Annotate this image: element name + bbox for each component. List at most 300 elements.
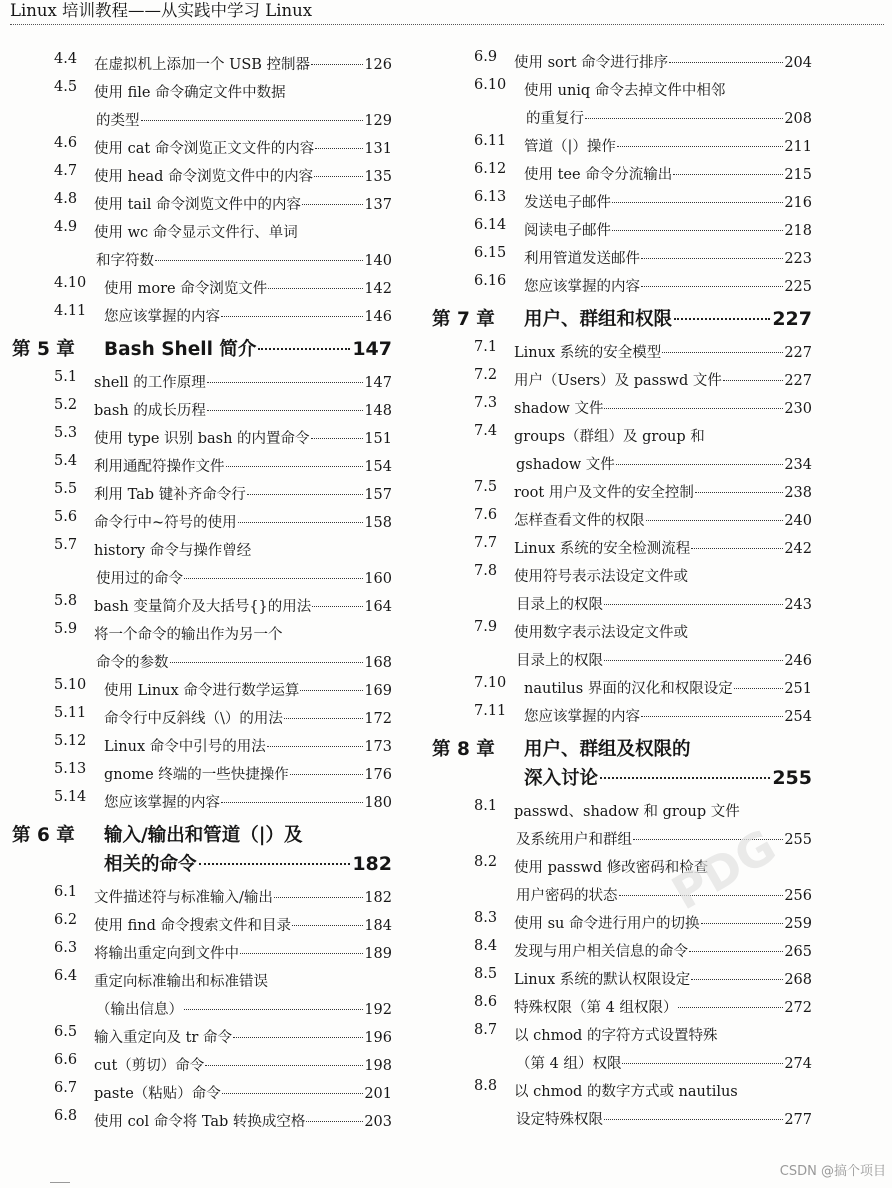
entry-title: 使用 wc 命令显示文件行、单词: [94, 225, 298, 241]
section-number: 6.6: [54, 1052, 78, 1068]
section-number: 6.13: [474, 189, 507, 205]
leader-dots: [267, 746, 364, 747]
page-number: 184: [364, 918, 392, 934]
leader-dots: [617, 146, 783, 147]
chapter-number: 第 8 章: [432, 739, 495, 760]
toc-entry: [432, 994, 812, 1022]
section-number: 6.11: [474, 133, 507, 149]
page-number: 243: [784, 597, 812, 613]
chapter-title: 相关的命令: [104, 854, 197, 875]
leader-dots: [274, 897, 363, 898]
entry-title: 用户（Users）及 passwd 文件: [514, 373, 722, 389]
footer-mark: [50, 1182, 70, 1186]
entry-title: 重定向标准输出和标准错误: [94, 974, 268, 990]
toc-entry: [432, 49, 812, 77]
page-number: 189: [364, 946, 392, 962]
toc-entry: [12, 733, 392, 761]
entry-title: 命令行中~符号的使用: [94, 515, 237, 531]
page-number: 131: [364, 141, 392, 157]
entry-title: 发送电子邮件: [524, 195, 611, 211]
toc-column-left: [12, 51, 392, 1136]
entry-title: 使用 su 命令进行用户的切换: [514, 916, 700, 932]
page-number: 274: [784, 1056, 812, 1072]
entry-title: 管道（|）操作: [524, 139, 616, 155]
page-number: 223: [784, 251, 812, 267]
section-number: 8.6: [474, 994, 498, 1010]
toc-entry: [12, 789, 392, 817]
page-number: 259: [784, 916, 812, 932]
leader-dots: [633, 839, 783, 840]
toc-entry: [12, 275, 392, 303]
section-number: 7.1: [474, 339, 498, 355]
page-number: 218: [784, 223, 812, 239]
toc-entry: [12, 677, 392, 705]
section-number: 4.11: [54, 303, 87, 319]
entry-title: 及系统用户和群组: [516, 832, 632, 848]
section-number: 5.11: [54, 705, 87, 721]
entry-title: 文件描述符与标准输入/输出: [94, 890, 273, 906]
page-number: 151: [364, 431, 392, 447]
page-number: 230: [784, 401, 812, 417]
toc-entry: [432, 479, 812, 507]
leader-dots: [207, 382, 364, 383]
leader-dots: [284, 718, 363, 719]
entry-title: 使用 col 命令将 Tab 转换成空格: [94, 1114, 306, 1130]
toc-entry: [432, 703, 812, 731]
leader-dots: [604, 660, 783, 661]
leader-dots: [616, 464, 784, 465]
leader-dots: [205, 1065, 363, 1066]
section-number: 8.7: [474, 1022, 498, 1038]
leader-dots: [641, 258, 783, 259]
section-number: 7.4: [474, 423, 498, 439]
entry-title: 输入重定向及 tr 命令: [94, 1030, 232, 1046]
page-number: 169: [364, 683, 392, 699]
chapter-title: 用户、群组及权限的: [524, 739, 691, 760]
section-number: 5.12: [54, 733, 87, 749]
toc-entry: [12, 705, 392, 733]
entry-title: 利用管道发送邮件: [524, 251, 640, 267]
leader-dots: [300, 690, 363, 691]
entry-title: 使用过的命令: [96, 571, 183, 587]
leader-dots: [669, 62, 783, 63]
leader-dots: [622, 1063, 783, 1064]
entry-title: shell 的工作原理: [94, 375, 206, 391]
section-number: 5.13: [54, 761, 87, 777]
leader-dots: [619, 895, 784, 896]
toc-entry: [432, 273, 812, 301]
entry-title: 在虚拟机上添加一个 USB 控制器: [94, 57, 311, 73]
page-number: 254: [784, 709, 812, 725]
toc-entry: [432, 535, 812, 563]
page-number: 216: [784, 195, 812, 211]
leader-dots: [311, 64, 363, 65]
section-number: 5.5: [54, 481, 78, 497]
page-number: 255: [784, 832, 812, 848]
toc-entry: [12, 1080, 392, 1108]
leader-dots: [312, 606, 363, 607]
toc-entry: [12, 912, 392, 940]
page-number: 203: [364, 1114, 392, 1130]
toc-entry: [432, 675, 812, 703]
page-number: 148: [364, 403, 392, 419]
page-number: 129: [364, 113, 392, 129]
entry-title: 您应该掌握的内容: [524, 279, 640, 295]
toc-chapter: [432, 305, 812, 334]
leader-dots: [184, 578, 363, 579]
entry-title: 怎样查看文件的权限: [514, 513, 645, 529]
toc-entry: [12, 940, 392, 968]
section-number: 6.3: [54, 940, 78, 956]
section-number: 5.3: [54, 425, 78, 441]
toc-entry: [12, 968, 392, 1024]
toc-entry: [12, 303, 392, 331]
leader-dots: [306, 1121, 363, 1122]
section-number: 8.4: [474, 938, 498, 954]
chapter-title: 用户、群组和权限: [524, 309, 673, 330]
entry-title: gnome 终端的一些快捷操作: [104, 767, 289, 783]
entry-title: 使用 uniq 命令去掉文件中相邻: [524, 83, 726, 99]
toc-entry: [432, 423, 812, 479]
entry-title: 使用 Linux 命令进行数学运算: [104, 683, 300, 699]
toc-entry: [12, 163, 392, 191]
entry-title: 命令的参数: [96, 655, 169, 671]
page-number: 173: [364, 739, 392, 755]
toc-chapter: [12, 335, 392, 364]
section-number: 7.11: [474, 703, 507, 719]
entry-title: gshadow 文件: [516, 457, 615, 473]
leader-dots: [290, 774, 364, 775]
leader-dots: [155, 260, 363, 261]
toc-entry: [12, 761, 392, 789]
section-number: 4.7: [54, 163, 78, 179]
section-number: 5.7: [54, 537, 78, 553]
leader-dots: [221, 316, 363, 317]
entry-title: Linux 系统的安全模型: [514, 345, 662, 361]
page-number: 137: [364, 197, 392, 213]
leader-dots: [247, 494, 364, 495]
section-number: 7.6: [474, 507, 498, 523]
entry-title: 使用 head 命令浏览文件中的内容: [94, 169, 314, 185]
toc-entry: [12, 593, 392, 621]
leader-dots: [226, 466, 364, 467]
section-number: 6.15: [474, 245, 507, 261]
page-number: 227: [772, 308, 812, 330]
page-number: 255: [772, 767, 812, 789]
page-number: 256: [784, 888, 812, 904]
leader-dots: [695, 492, 783, 493]
toc-entry: [432, 367, 812, 395]
toc-entry: [432, 1022, 812, 1078]
section-number: 4.6: [54, 135, 78, 151]
toc-entry: [12, 509, 392, 537]
page-number: 192: [364, 1002, 392, 1018]
leader-dots: [674, 318, 770, 320]
leader-dots: [723, 380, 783, 381]
leader-dots: [302, 204, 363, 205]
page-number: 168: [364, 655, 392, 671]
leader-dots: [240, 953, 363, 954]
section-number: 8.8: [474, 1078, 498, 1094]
section-number: 5.8: [54, 593, 78, 609]
section-number: 6.4: [54, 968, 78, 984]
entry-title: nautilus 界面的汉化和权限设定: [524, 681, 733, 697]
section-number: 4.5: [54, 79, 78, 95]
leader-dots: [314, 176, 363, 177]
chapter-title: 深入讨论: [524, 768, 599, 789]
source-watermark: CSDN @搞个项目: [779, 1164, 886, 1179]
page-number: 240: [784, 513, 812, 529]
section-number: 8.3: [474, 910, 498, 926]
entry-title: 使用 tail 命令浏览文件中的内容: [94, 197, 301, 213]
leader-dots: [641, 716, 783, 717]
page-number: 251: [784, 681, 812, 697]
toc-entry: [432, 189, 812, 217]
section-number: 6.10: [474, 77, 507, 93]
page-number: 176: [364, 767, 392, 783]
toc-entry: [432, 854, 812, 910]
section-number: 6.2: [54, 912, 78, 928]
page-header: Linux 培训教程——从实践中学习 Linux: [10, 0, 884, 25]
leader-dots: [199, 863, 351, 865]
toc-entry: [432, 217, 812, 245]
leader-dots: [233, 1037, 363, 1038]
toc-entry: [12, 219, 392, 275]
section-number: 6.8: [54, 1108, 78, 1124]
page-number: 265: [784, 944, 812, 960]
toc-entry: [12, 369, 392, 397]
entry-title: 使用 sort 命令进行排序: [514, 55, 669, 71]
entry-title: cut（剪切）命令: [94, 1058, 205, 1074]
entry-title: root 用户及文件的安全控制: [514, 485, 694, 501]
page-number: 147: [364, 375, 392, 391]
section-number: 6.12: [474, 161, 507, 177]
entry-title: Linux 系统的安全检测流程: [514, 541, 691, 557]
leader-dots: [691, 979, 783, 980]
entry-title: 使用 passwd 修改密码和检查: [514, 860, 709, 876]
leader-dots: [222, 1093, 364, 1094]
entry-title: 目录上的权限: [516, 653, 603, 669]
toc-entry: [12, 1108, 392, 1136]
section-number: 6.14: [474, 217, 507, 233]
leader-dots: [170, 662, 364, 663]
entry-title: 您应该掌握的内容: [104, 309, 220, 325]
leader-dots: [678, 1007, 783, 1008]
page-number: 272: [784, 1000, 812, 1016]
entry-title: 利用通配符操作文件: [94, 459, 225, 475]
toc-entry: [12, 51, 392, 79]
section-number: 6.7: [54, 1080, 78, 1096]
page-number: 158: [364, 515, 392, 531]
leader-dots: [612, 202, 783, 203]
page-number: 180: [364, 795, 392, 811]
section-number: 5.4: [54, 453, 78, 469]
toc-entry: [12, 1052, 392, 1080]
toc-entry: [12, 135, 392, 163]
leader-dots: [612, 230, 783, 231]
entry-title: 阅读电子邮件: [524, 223, 611, 239]
toc-entry: [12, 1024, 392, 1052]
entry-title: shadow 文件: [514, 401, 604, 417]
leader-dots: [258, 348, 350, 350]
entry-title: 发现与用户相关信息的命令: [514, 944, 688, 960]
section-number: 4.4: [54, 51, 78, 67]
leader-dots: [600, 777, 770, 779]
entry-title: 将一个命令的输出作为另一个: [94, 627, 283, 643]
toc-entry: [432, 563, 812, 619]
leader-dots: [315, 148, 363, 149]
entry-title: 使用 cat 命令浏览正文文件的内容: [94, 141, 315, 157]
chapter-number: 第 6 章: [12, 825, 75, 846]
entry-title: 用户密码的状态: [516, 888, 618, 904]
page-number: 204: [784, 55, 812, 71]
entry-title: 使用 tee 命令分流输出: [524, 167, 673, 183]
toc-entry: [432, 395, 812, 423]
toc-entry: [12, 537, 392, 593]
toc-entry: [12, 453, 392, 481]
entry-title: 利用 Tab 键补齐命令行: [94, 487, 246, 503]
entry-title: 使用符号表示法设定文件或: [514, 569, 688, 585]
page-number: 215: [784, 167, 812, 183]
leader-dots: [673, 174, 783, 175]
leader-dots: [701, 923, 784, 924]
entry-title: groups（群组）及 group 和: [514, 429, 705, 445]
page-number: 146: [364, 309, 392, 325]
page-number: 201: [364, 1086, 392, 1102]
page-number: 142: [364, 281, 392, 297]
leader-dots: [646, 520, 784, 521]
page-number: 196: [364, 1030, 392, 1046]
entry-title: bash 的成长历程: [94, 403, 206, 419]
toc-entry: [432, 77, 812, 133]
leader-dots: [207, 410, 363, 411]
chapter-title: Bash Shell 简介: [104, 339, 257, 360]
section-number: 7.10: [474, 675, 507, 691]
page-number: 147: [352, 338, 392, 360]
toc-entry: [432, 245, 812, 273]
entry-title: （输出信息）: [96, 1002, 183, 1018]
entry-title: 和字符数: [96, 253, 154, 269]
entry-title: 使用 find 命令搜索文件和目录: [94, 918, 292, 934]
toc-entry: [432, 798, 812, 854]
section-number: 8.2: [474, 854, 498, 870]
section-number: 7.2: [474, 367, 498, 383]
toc-chapter: [432, 735, 812, 793]
toc-entry: [432, 938, 812, 966]
chapter-number: 第 5 章: [12, 339, 75, 360]
section-number: 5.2: [54, 397, 78, 413]
entry-title: 您应该掌握的内容: [524, 709, 640, 725]
pdg-watermark: PDG: [662, 818, 785, 921]
page-number: 135: [364, 169, 392, 185]
leader-dots: [604, 408, 783, 409]
chapter-title: 输入/输出和管道（|）及: [104, 825, 303, 846]
page-number: 225: [784, 279, 812, 295]
section-number: 7.7: [474, 535, 498, 551]
entry-title: passwd、shadow 和 group 文件: [514, 804, 740, 820]
leader-dots: [641, 286, 783, 287]
entry-title: 的重复行: [526, 111, 584, 127]
section-number: 4.9: [54, 219, 78, 235]
toc-entry: [432, 339, 812, 367]
leader-dots: [184, 1009, 363, 1010]
section-number: 5.10: [54, 677, 87, 693]
section-number: 6.9: [474, 49, 498, 65]
section-number: 7.9: [474, 619, 498, 635]
entry-title: 目录上的权限: [516, 597, 603, 613]
toc-entry: [432, 133, 812, 161]
page-number: 211: [784, 139, 812, 155]
entry-title: 特殊权限（第 4 组权限）: [514, 1000, 678, 1016]
entry-title: 命令行中反斜线（\）的用法: [104, 711, 283, 727]
section-number: 6.1: [54, 884, 78, 900]
toc-entry: [12, 481, 392, 509]
toc-entry: [432, 161, 812, 189]
entry-title: 以 chmod 的字符方式设置特殊: [514, 1028, 718, 1044]
leader-dots: [221, 802, 363, 803]
section-number: 7.5: [474, 479, 498, 495]
entry-title: 使用 more 命令浏览文件: [104, 281, 268, 297]
toc-entry: [432, 619, 812, 675]
leader-dots: [238, 522, 364, 523]
entry-title: 设定特殊权限: [516, 1112, 603, 1128]
toc-column-right: [432, 51, 812, 1134]
toc-entry: [12, 621, 392, 677]
entry-title: 您应该掌握的内容: [104, 795, 220, 811]
section-number: 5.1: [54, 369, 78, 385]
page-number: 182: [364, 890, 392, 906]
entry-title: history 命令与操作曾经: [94, 543, 252, 559]
section-number: 6.5: [54, 1024, 78, 1040]
page-number: 208: [784, 111, 812, 127]
page-number: 164: [364, 599, 392, 615]
leader-dots: [604, 1119, 783, 1120]
toc-entry: [432, 507, 812, 535]
entry-title: （第 4 组）权限: [516, 1056, 622, 1072]
leader-dots: [691, 548, 783, 549]
section-number: 5.14: [54, 789, 87, 805]
toc-entry: [432, 910, 812, 938]
page-number: 140: [364, 253, 392, 269]
leader-dots: [689, 951, 783, 952]
entry-title: Linux 系统的默认权限设定: [514, 972, 691, 988]
page-number: 246: [784, 653, 812, 669]
section-number: 7.3: [474, 395, 498, 411]
entry-title: 的类型: [96, 113, 140, 129]
entry-title: paste（粘贴）命令: [94, 1086, 221, 1102]
page-number: 227: [784, 345, 812, 361]
page-number: 242: [784, 541, 812, 557]
toc-entry: [432, 966, 812, 994]
page-number: 157: [364, 487, 392, 503]
entry-title: 将输出重定向到文件中: [94, 946, 239, 962]
page-number: 234: [784, 457, 812, 473]
page-number: 238: [784, 485, 812, 501]
page-number: 277: [784, 1112, 812, 1128]
page-number: 268: [784, 972, 812, 988]
entry-title: bash 变量简介及大括号{}的用法: [94, 599, 312, 615]
page-number: 154: [364, 459, 392, 475]
page-number: 126: [364, 57, 392, 73]
section-number: 6.16: [474, 273, 507, 289]
entry-title: 以 chmod 的数字方式或 nautilus: [514, 1084, 738, 1100]
leader-dots: [734, 688, 784, 689]
toc-entry: [12, 79, 392, 135]
section-number: 8.5: [474, 966, 498, 982]
toc-chapter: [12, 821, 392, 879]
page-number: 160: [364, 571, 392, 587]
leader-dots: [292, 925, 363, 926]
